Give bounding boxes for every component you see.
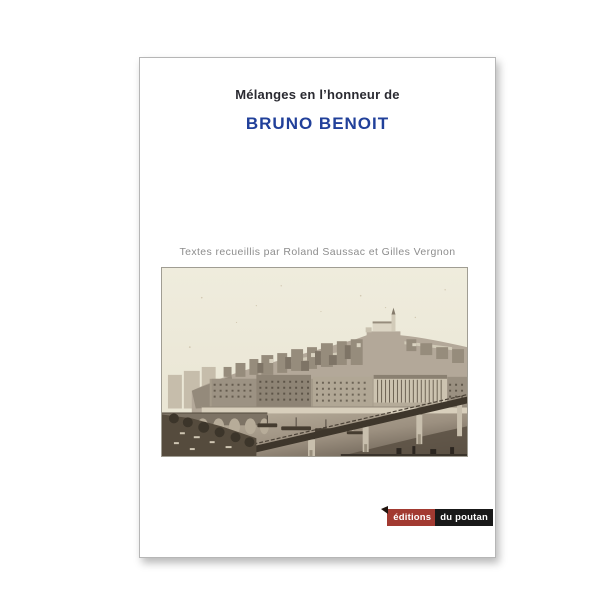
publisher-logo-editions xyxy=(387,509,435,526)
publisher-logo-du-poutan: du poutan xyxy=(435,509,493,526)
lyon-panorama-illustration xyxy=(162,268,467,456)
series-title: Mélanges en l’honneur de xyxy=(235,87,400,102)
book-cover xyxy=(139,57,496,558)
publisher-logo-editions-label: éditions xyxy=(393,512,432,523)
publisher-logo xyxy=(387,509,493,526)
honoree-name: BRUNO BENOIT xyxy=(245,114,390,133)
editors-line: Textes recueillis par Roland Saussac et Gilles Vergnon xyxy=(179,246,456,258)
cover-photo xyxy=(161,267,468,457)
logo-flag-icon xyxy=(381,506,388,514)
